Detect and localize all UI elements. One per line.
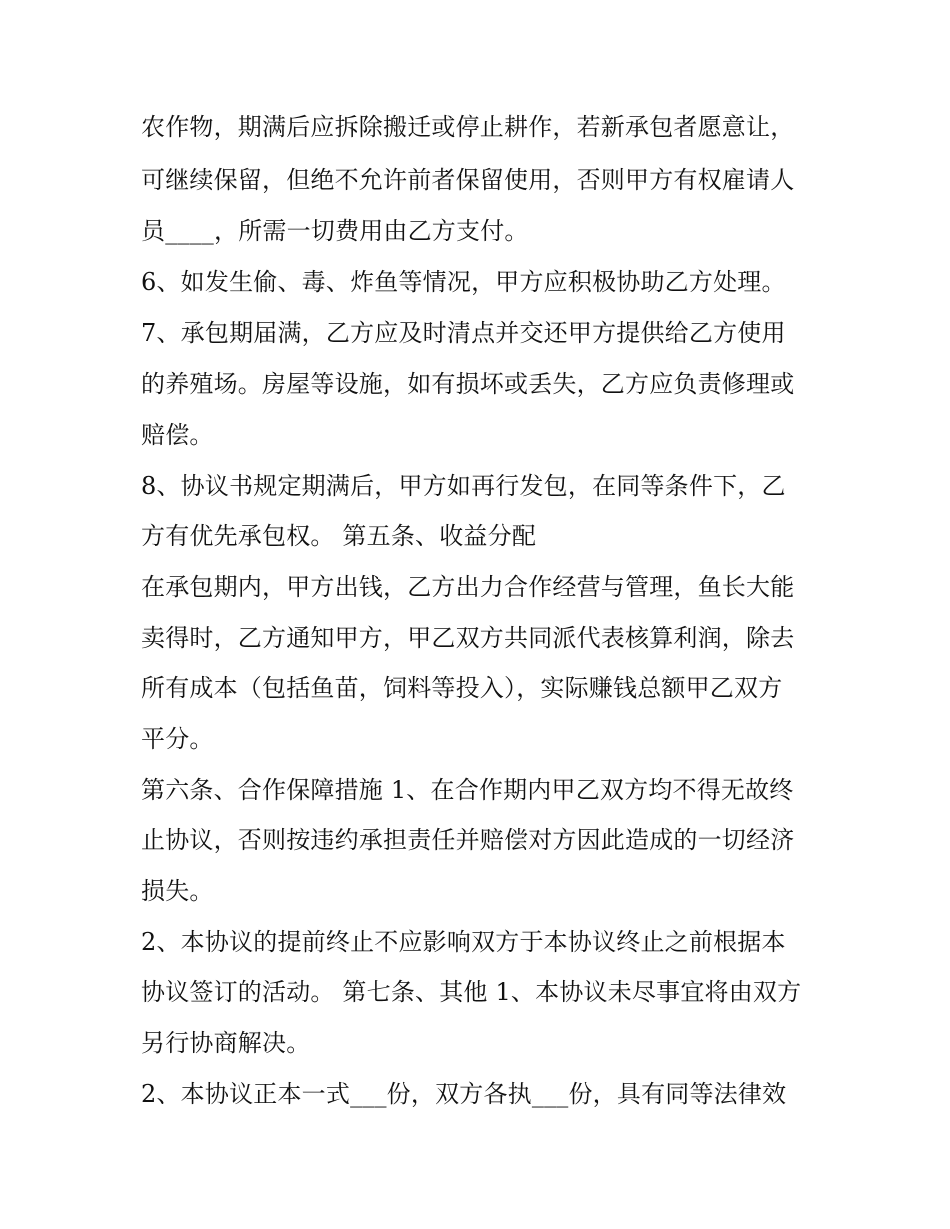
text-line: 方有优先承包权。 第五条、收益分配: [141, 522, 537, 550]
text-line: 协议签订的活动。 第七条、其他 1、本协议未尽事宜将由双方: [141, 978, 802, 1006]
text-line: 止协议，否则按违约承担责任并赔偿对方因此造成的一切经济: [141, 826, 795, 854]
text-line: 卖得时，乙方通知甲方，甲乙双方共同派代表核算利润，除去: [141, 624, 795, 652]
text-line: 可继续保留，但绝不允许前者保留使用，否则甲方有权雇请人: [141, 166, 795, 194]
text-line: 7、承包期届满，乙方应及时清点并交还甲方提供给乙方使用: [141, 319, 786, 347]
text-line: 在承包期内，甲方出钱，乙方出力合作经营与管理，鱼长大能: [141, 573, 795, 601]
text-line: 第六条、合作保障措施 1、在合作期内甲乙双方均不得无故终: [141, 776, 794, 804]
text-line: 赔偿。: [141, 421, 214, 449]
text-line: 损失。: [141, 877, 214, 905]
text-line: 所有成本（包括鱼苗，饲料等投入），实际赚钱总额甲乙双方: [141, 674, 783, 702]
text-line: 农作物，期满后应拆除搬迁或停止耕作，若新承包者愿意让，: [141, 113, 795, 141]
text-line: 平分。: [141, 725, 214, 753]
text-line: 6、如发生偷、毒、炸鱼等情况，甲方应积极协助乙方处理。: [141, 268, 786, 296]
text-line: 8、协议书规定期满后，甲方如再行发包，在同等条件下，乙: [141, 472, 786, 500]
text-line: 的养殖场。房屋等设施，如有损坏或丢失，乙方应负责修理或: [141, 370, 795, 398]
text-line: 员____，所需一切费用由乙方支付。: [141, 217, 529, 245]
text-line: 2、本协议的提前终止不应影响双方于本协议终止之前根据本: [141, 928, 786, 956]
text-line: 2、本协议正本一式___份，双方各执___份，具有同等法律效: [141, 1080, 787, 1108]
text-line: 另行协商解决。: [141, 1029, 311, 1057]
